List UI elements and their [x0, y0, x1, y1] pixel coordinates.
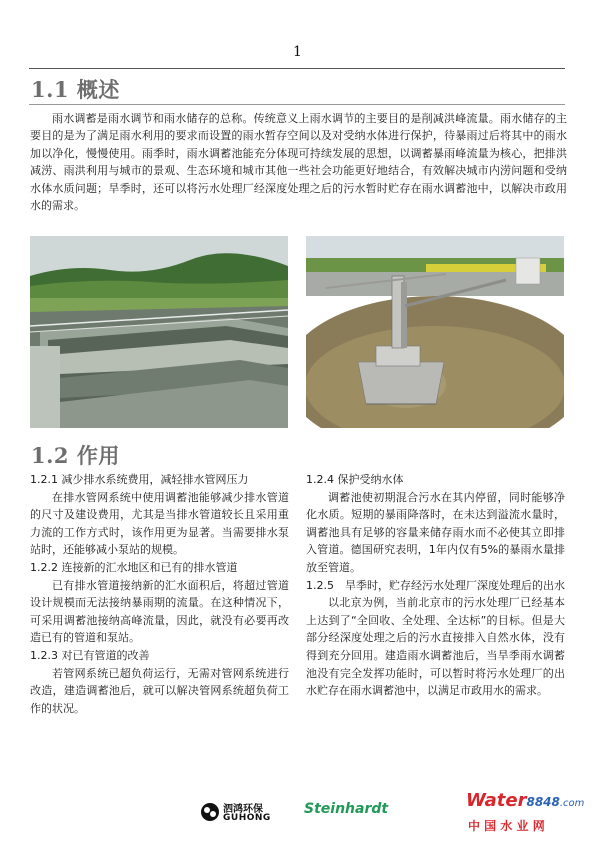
subheading-1-2-3: 1.2.3 对已有管道的改善 [30, 648, 150, 662]
section-heading-overview: 1.1 概述 [31, 77, 120, 102]
water8848-cn: 中 国 水 业 网 [468, 819, 545, 833]
top-rule [29, 68, 565, 69]
guhong-logo [200, 796, 280, 836]
water8848-wordmark [466, 790, 584, 811]
guhong-logo-cn: 泗鸿环保 [223, 804, 263, 815]
subheading-1-2-2: 1.2.2 连接新的汇水地区和已有的排水管道 [30, 560, 238, 574]
guhong-logo-icon [200, 802, 220, 822]
body-1-2-1: 在排水管网系统中使用调蓄池能够减少排水管道的尺寸及建设费用，尤其是当排水管道较长且采用重力流的工作方式时，该作用更为显著。当需要排水泵站时，还能够减小泵站的规模。 [30, 490, 289, 557]
body-1-2-2: 已有排水管道接纳新的汇水面积后，将超过管道设计规模而无法接纳暴雨期的流量。在这种情况下，可采用调蓄池接纳高峰流量，因此，就没有必要再改造已有的管道和泵站。 [30, 578, 289, 645]
section-heading-functions: 1.2 作用 [31, 443, 120, 468]
guhong-logo-en: GUHONG [223, 813, 271, 823]
steinhardt-logo [304, 796, 404, 836]
section-rule [29, 104, 565, 105]
water8848-main: Water [466, 790, 527, 811]
body-1-2-3: 若管网系统已超负荷运行，无需对管网系统进行改造，建造调蓄池后，就可以解决管网系统超负荷工作的状况。 [30, 666, 289, 715]
body-1-2-4: 调蓄池使初期混合污水在其内停留，同时能够净化水质。短期的暴雨降落时，在未达到溢流水量时，调蓄池具有足够的容量来储存雨水而不必使其立即排入管道。德国研究表明，1年内仅有5%的暴雨水量排放至管道。 [306, 490, 565, 574]
steinhardt-logo-text: Steinhardt [304, 801, 389, 817]
subheading-1-2-5: 1.2.5 旱季时，贮存经污水处理厂深度处理后的出水 [306, 578, 565, 592]
subheading-1-2-1: 1.2.1 减少排水系统费用，减轻排水管网压力 [30, 473, 249, 486]
water8848-suffix: .com [559, 798, 585, 809]
water8848-num: 8848 [526, 795, 560, 809]
overview-paragraph: 雨水调蓄是雨水调节和雨水储存的总称。传统意义上雨水调节的主要目的是削减洪峰流量。雨水储存的主要目的是为了满足雨水利用的要求而设置的雨水暂存空间以及对受纳水体进行保护，待暴雨过后将其中的雨水加以净化，慢慢使用。雨季时，雨水调蓄池能充分体现可持续发展的思想，以调蓄暴雨峰流量为核心，把排洪减涝、雨洪利用与城市的景观、生态环境和城市其他一些社会功能更好地结合，有效解决城市内涝问题和受纳水体水质问题；旱季时，还可以将污水处理厂经深度处理之后的污水暂时贮存在雨水调蓄池中，以解决市政用水的需求。 [30, 112, 567, 213]
page-number: 1 [293, 44, 302, 60]
functions-left-column [30, 471, 289, 717]
photo-circular-tank [306, 236, 564, 428]
water8848-logo [466, 790, 586, 833]
functions-right-column [306, 471, 565, 700]
body-1-2-5: 以北京为例，当前北京市的污水处理厂已经基本上达到了“全回收、全处理、全达标”的目标。但是大部分经深度处理之后的污水直接排入自然水体，没有得到充分回用。建造雨水调蓄池后，当旱季雨水调蓄池没有完全发挥功能时，可以暂时将污水处理厂的出水贮存在雨水调蓄池中，以满足市政用水的需求。 [306, 596, 565, 698]
photo-rectangular-basin [30, 236, 288, 428]
subheading-1-2-4: 1.2.4 保护受纳水体 [306, 473, 404, 486]
